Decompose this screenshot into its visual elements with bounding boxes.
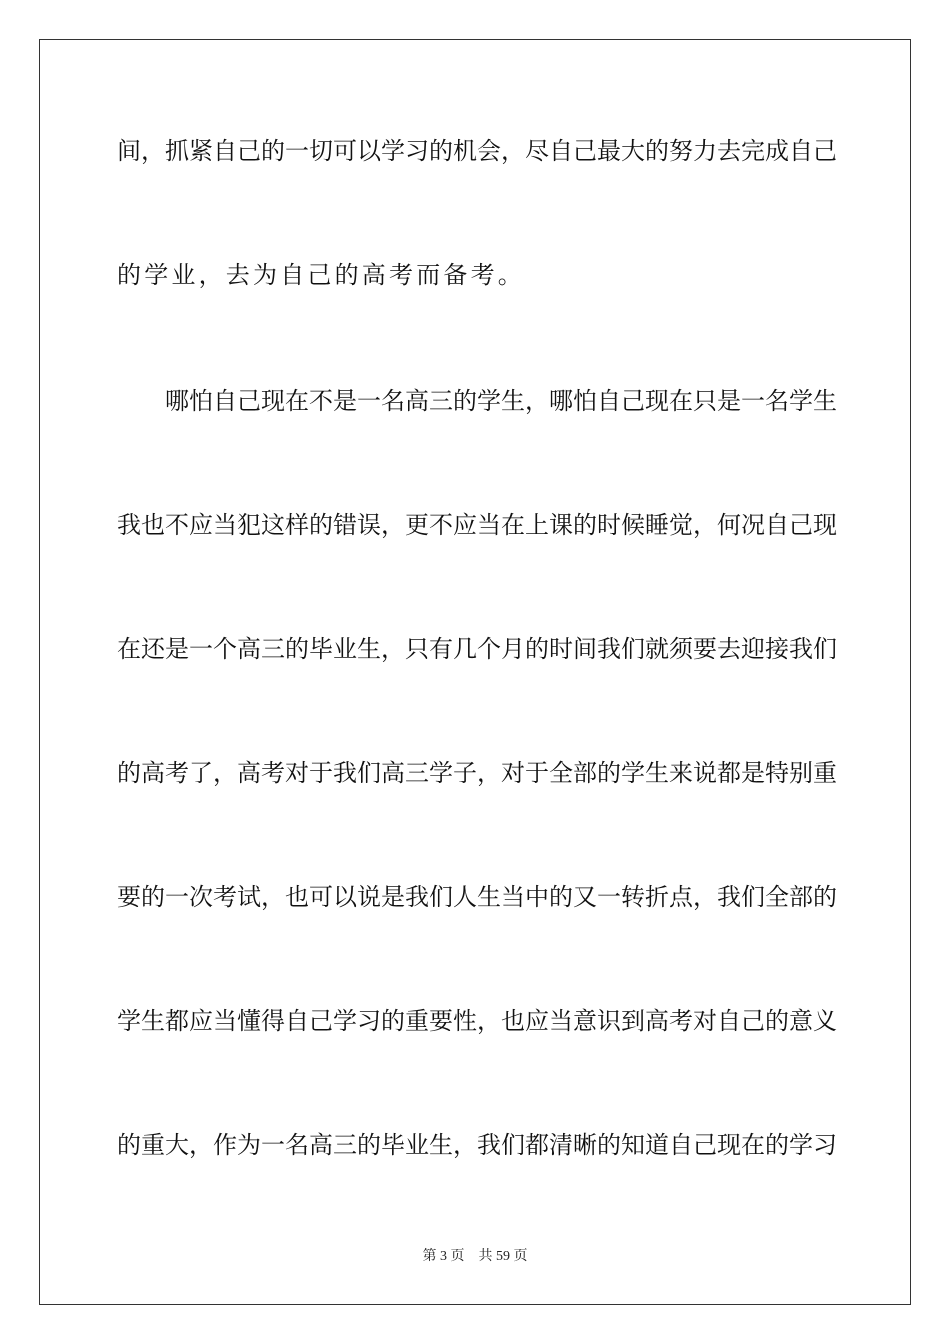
page-footer (0, 1248, 950, 1266)
paragraph-line: 在还是一个高三的毕业生，只有几个月的时间我们就须要去迎接我们 (117, 635, 837, 663)
paragraph-line: 的重大，作为一名高三的毕业生，我们都清晰的知道自己现在的学习 (117, 1131, 837, 1159)
total-pages-label: 共 59 页 (478, 1249, 528, 1264)
paragraph-line: 的学业，去为自己的高考而备考。 (117, 261, 525, 289)
paragraph-line: 我也不应当犯这样的错误，更不应当在上课的时候睡觉，何况自己现 (117, 511, 837, 539)
paragraph-line: 学生都应当懂得自己学习的重要性，也应当意识到高考对自己的意义 (117, 1007, 837, 1035)
paragraph-line: 间，抓紧自己的一切可以学习的机会，尽自己最大的努力去完成自己 (117, 137, 837, 165)
paragraph-line: 的高考了，高考对于我们高三学子，对于全部的学生来说都是特别重 (117, 759, 837, 787)
current-page-label: 第 3 页 (422, 1249, 465, 1264)
page-frame (39, 39, 911, 1305)
paragraph-line: 要的一次考试，也可以说是我们人生当中的又一转折点，我们全部的 (117, 883, 837, 911)
paragraph-line: 哪怕自己现在不是一名高三的学生，哪怕自己现在只是一名学生 (165, 387, 837, 415)
